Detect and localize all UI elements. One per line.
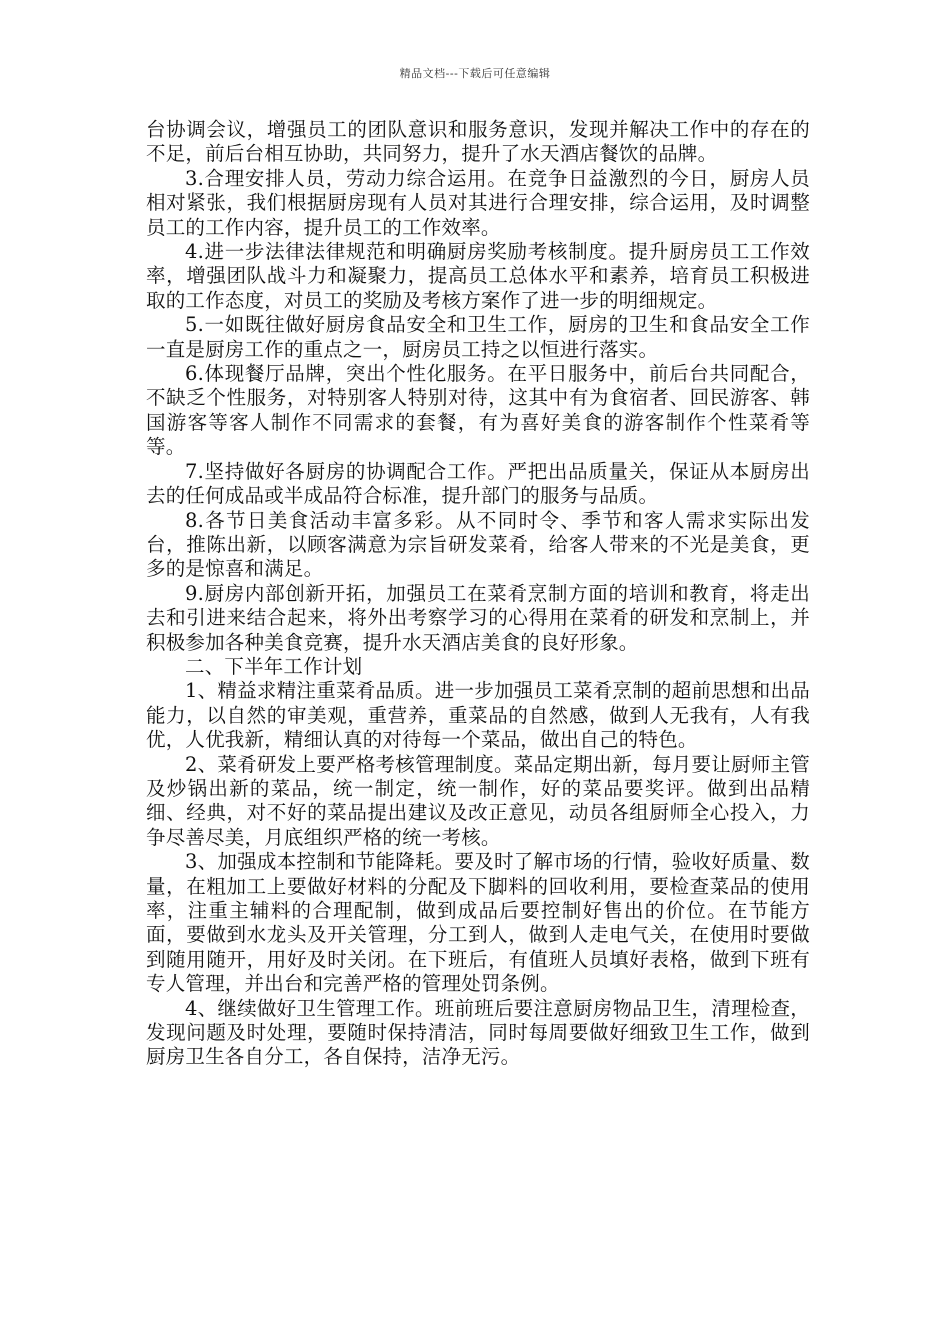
section-heading-plan: 二、下半年工作计划	[185, 654, 363, 678]
paragraph-item-6: 6.体现餐厅品牌，突出个性化服务。在平日服务中，前后台共同配合，不缺乏个性服务，对特别客人特别对待，这其中有为食宿者、回民游客、韩国游客等客人制作不同需求的套餐，有为喜好美食的游客制作个性菜肴等等。	[146, 362, 810, 459]
page-header: 精品文档---下载后可任意编辑	[399, 67, 551, 80]
plan-item-1: 1、精益求精注重菜肴品质。进一步加强员工菜肴烹制的超前思想和出品能力，以自然的审美观，重营养，重菜品的自然感，做到人无我有，人有我优，人优我新，精细认真的对待每一个菜品，做出自己的特色。	[146, 679, 810, 752]
paragraph-item-5: 5.一如既往做好厨房食品安全和卫生工作，厨房的卫生和食品安全工作一直是厨房工作的重点之一，厨房员工持之以恒进行落实。	[146, 313, 810, 361]
paragraph-item-7: 7.坚持做好各厨房的协调配合工作。严把出品质量关，保证从本厨房出去的任何成品或半成品符合标准，提升部门的服务与品质。	[146, 459, 810, 508]
paragraph-continuation: 台协调会议，增强员工的团队意识和服务意识，发现并解决工作中的存在的不足，前后台相互协助，共同努力，提升了水天酒店餐饮的品牌。	[146, 118, 810, 166]
plan-item-2: 2、菜肴研发上要严格考核管理制度。菜品定期出新，每月要让厨师主管及炒锅出新的菜品，统一制定，统一制作，好的菜品要奖评。做到出品精细、经典，对不好的菜品提出建议及改正意见，动员各组厨师全心投入，力争尽善尽美，月底组织严格的统一考核。	[146, 752, 810, 849]
plan-item-4: 4、继续做好卫生管理工作。班前班后要注意厨房物品卫生，清理检查，发现问题及时处理，要随时保持清洁，同时每周要做好细致卫生工作，做到厨房卫生各自分工，各自保持，洁净无污。	[146, 996, 810, 1069]
document-body	[146, 118, 810, 1070]
plan-item-3: 3、加强成本控制和节能降耗。要及时了解市场的行情，验收好质量、数量，在粗加工上要做好材料的分配及下脚料的回收利用，要检查菜品的使用率，注重主辅料的合理配制，做到成品后要控制好售出的价位。在节能方面，要做到水龙头及开关管理，分工到人，做到人走电气关，在使用时要做到随用随开，用好及时关闭。在下班后，有值班人员填好表格，做到下班有专人管理，并出台和完善严格的管理处罚条例。	[146, 850, 810, 996]
paragraph-item-3: 3.合理安排人员，劳动力综合运用。在竞争日益激烈的今日，厨房人员相对紧张，我们根据厨房现有人员对其进行合理安排，综合运用，及时调整员工的工作内容，提升员工的工作效率。	[146, 166, 810, 239]
paragraph-item-8: 8.各节日美食活动丰富多彩。从不同时令、季节和客人需求实际出发台，推陈出新，以顾客满意为宗旨研发菜肴，给客人带来的不光是美食，更多的是惊喜和满足。	[146, 508, 810, 581]
paragraph-item-4: 4.进一步法律法律规范和明确厨房奖励考核制度。提升厨房员工工作效率，增强团队战斗力和凝聚力，提高员工总体水平和素养，培育员工积极进取的工作态度，对员工的奖励及考核方案作了进一步的明细规定。	[146, 240, 810, 312]
paragraph-item-9: 9.厨房内部创新开拓，加强员工在菜肴烹制方面的培训和教育，将走出去和引进来结合起来，将外出考察学习的心得用在菜肴的研发和烹制上，并积极参加各种美食竞赛，提升水天酒店美食的良好形象。	[146, 581, 810, 654]
